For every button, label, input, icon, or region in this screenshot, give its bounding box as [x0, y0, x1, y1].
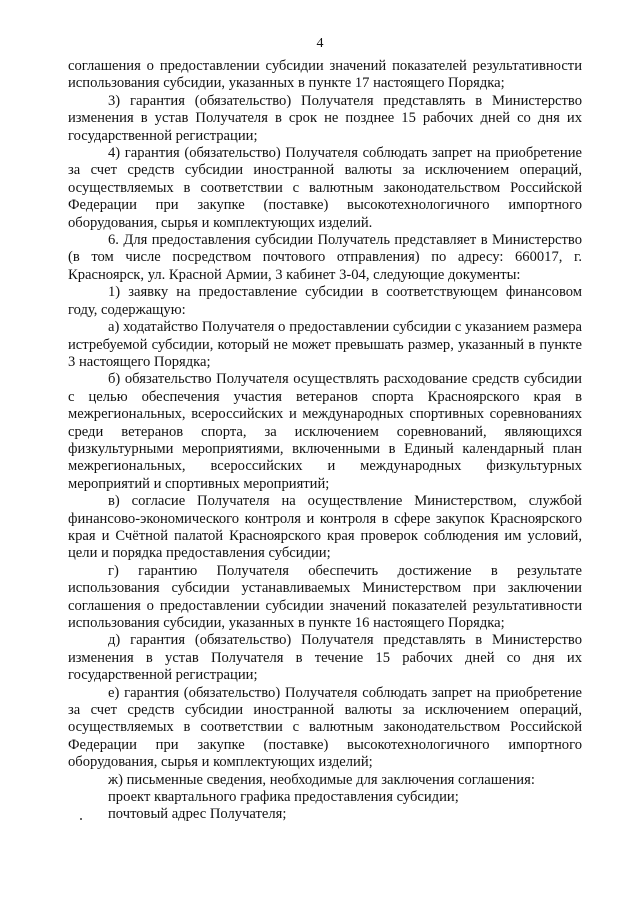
paragraph-item-3: 3) гарантия (обязательство) Получателя представлять в Министерство изменения в устав Получателя в срок не позднее 15 рабочих дней со дня их государственной регистрации; — [68, 92, 582, 144]
paragraph-project-schedule: проект квартального графика предоставления субсидии; — [108, 789, 459, 806]
paragraph-item-4: 4) гарантия (обязательство) Получателя соблюдать запрет на приобретение за счет средств субсидии иностранной валюты за исключением операций, осуществляемых в соответствии с валютным законодательством Российской Федерации при закупке (поставке) высокотехнологичного импортного оборудования, сырья и комплектующих изделий. — [68, 145, 582, 231]
paragraph-item-1: 1) заявку на предоставление субсидии в соответствующем финансовом году, содержащую: — [68, 284, 582, 318]
paragraph-section-6: 6. Для предоставления субсидии Получатель представляет в Министерство (в том числе посредством почтового отправления) по адресу: 660017, г. Красноярск, ул. Красной Армии, 3 кабинет 3-04, следующие документы: — [68, 232, 582, 283]
paragraph-item-a: а) ходатайство Получателя о предоставлении субсидии с указанием размера истребуемой субсидии, который не может превышать размер, указанный в пункте 3 настоящего Порядка; — [68, 319, 582, 370]
paragraph-item-zh: ж) письменные сведения, необходимые для заключения соглашения: — [108, 771, 535, 788]
paragraph-item-e: е) гарантия (обязательство) Получателя соблюдать запрет на приобретение за счет средств субсидии иностранной валюты за исключением операций, осуществляемых в соответствии с валютным законодательством Российской Федерации при закупке (поставке) высокотехнологичного импортного оборудования, сырья и комплектующих изделий; — [68, 684, 582, 771]
page-number: 4 — [316, 36, 324, 51]
paragraph-item-b: б) обязательство Получателя осуществлять расходование средств субсидии с целью обеспечения участия ветеранов спорта Красноярского края в межрегиональных, всероссийских и международных спортивных соревнованиях среди ветеранов спорта, за исключением соревнований, являющихся физкультурными мероприятиями, включенными в Единый календарный план межрегиональных, всероссийских и международных физкультурных мероприятий и спортивных мероприятий; — [68, 371, 582, 492]
paragraph-item-v: в) согласие Получателя на осуществление Министерством, службой финансово-экономического контроля и контроля в сфере закупок Красноярского края и Счётной палатой Красноярского края проверок соблюдения им условий, цели и порядка предоставления субсидии; — [68, 493, 582, 562]
document-body — [68, 58, 582, 824]
paragraph-postal-address: почтовый адрес Получателя; — [108, 806, 287, 823]
paragraph-item-d: д) гарантия (обязательство) Получателя представлять в Министерство изменения в устав Получателя в течение 15 рабочих дней со дня их государственной регистрации; — [68, 632, 582, 684]
paragraph-continuation: соглашения о предоставлении субсидии значений показателей результативности использования субсидии, указанных в пункте 17 настоящего Порядка; — [68, 58, 582, 92]
scan-mark — [80, 818, 82, 820]
paragraph-item-g: г) гарантию Получателя обеспечить достижение в результате использования субсидии устанавливаемых Министерством при заключении соглашения о предоставлении субсидии значений показателей результативности использования субсидии, указанных в пункте 16 настоящего Порядка; — [68, 562, 582, 631]
